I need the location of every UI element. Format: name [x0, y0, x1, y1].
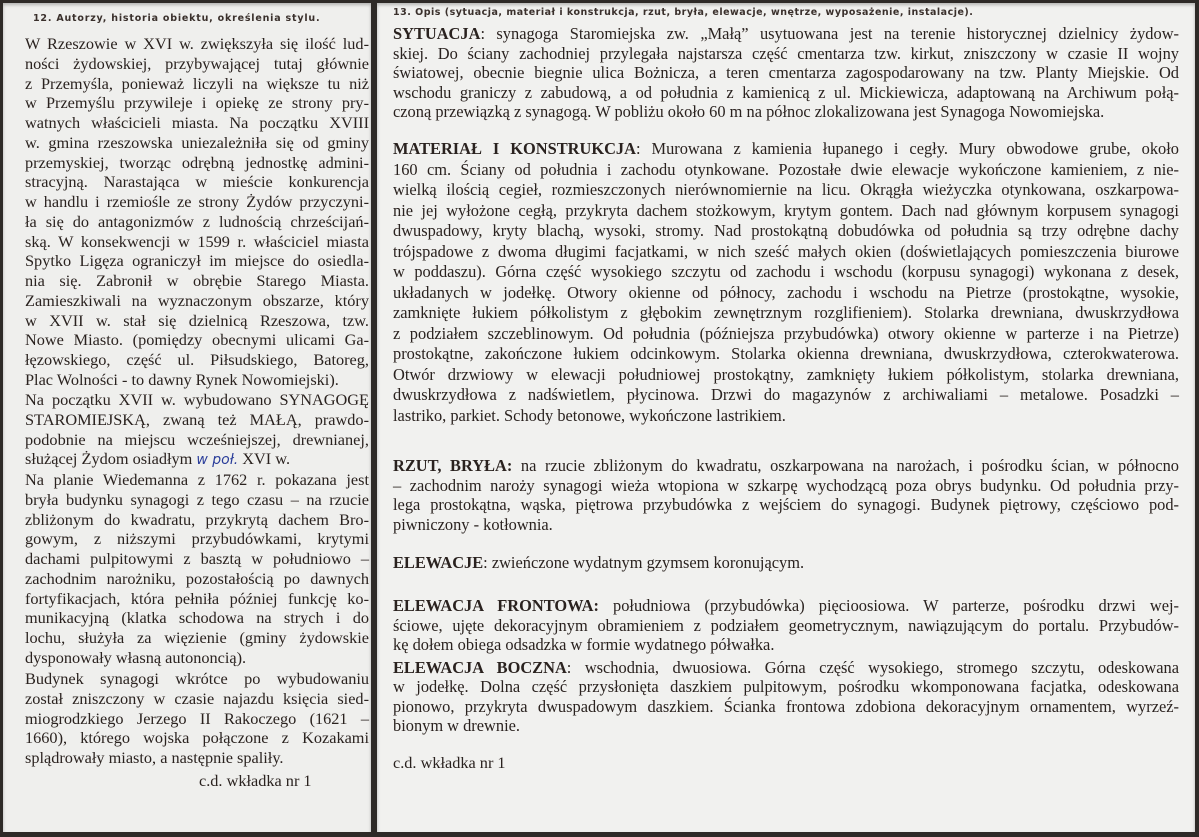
section-13-heading: 13. Opis (sytuacja, materiał i konstrukcja, rzut, bryła, elewacje, wnętrze, wyposażenie, instalacje). — [393, 7, 974, 18]
text-line — [393, 24, 1179, 44]
continued-note: c.d. wkładka nr 1 — [393, 753, 506, 772]
text-line — [393, 596, 1179, 616]
text-line: dwuskrzydłowa z nadświetlem, płycinowa. Drzwi do magazynów z archiwaliami – metalowe. Posadzki – — [393, 385, 1179, 404]
text-line: w poddaszu). Górna część wysokiego szczytu od zachodu i wschodu (korpusu synagogi) wykonana z desek, — [393, 262, 1179, 281]
text-line: 160 cm. Ściany od południa i zachodu otynkowane. Pozostałe dwie elewacje wykończone kamieniem, z nie- — [393, 159, 1179, 179]
text-line: miogrodzkiego Jerzego II Rakoczego (1621 – — [25, 708, 369, 728]
text-line: dachami pulpitowymi z basztą w południowo – — [25, 549, 369, 568]
text-line: ściowe, ujęte dekoracyjnym obramieniem z podziałem geometrycznym, nawiązującym do portalu. Przybudów- — [393, 615, 1179, 635]
text-line: stracyjną. Narastająca w mieście konkurencja — [25, 172, 369, 192]
text-line: ła się do antagonizmów z ludnością chrześcijań- — [25, 211, 369, 231]
text-line: munikacyjną (klatka schodowa na strych i do — [25, 608, 369, 628]
text-line: zachodnim narożniku, pozostałością po dawnych — [25, 568, 369, 588]
text-line: wielką ilością cegieł, rozmieszczonych nierównomiernie na licu. Okrągła wieżyczka otynkowana, oszkarpowa- — [393, 180, 1179, 199]
text-line: w jodełkę. Dolna część przysłonięta daszkiem pulpitowym, pośrodku wkomponowana facjatka, odeskowana — [393, 677, 1179, 697]
paragraph — [393, 553, 1179, 573]
text-line: – zachodnim naroży synagogi wieża wtopiona w szkarpę wychodzącą poza obrys budynku. Od południa przy- — [393, 475, 1179, 495]
text-line: fortyfikacjach, która pełniła później funkcję ko- — [25, 588, 369, 608]
text-line: Spytko Ligęza ograniczył im miejsce do osiedla- — [25, 251, 369, 271]
text-segment: na rzucie zbliżonym do kwadratu, oszkarpowana na narożach, i pośrodku ścian, w północno — [512, 456, 1179, 475]
text-line: dysponowały własną autononcią). — [25, 647, 247, 667]
text-line: w. gmina rzeszowska uniezależniła się od gminy — [25, 132, 369, 152]
text-line: Zamieszkiwali na wyznaczonym obszarze, który — [25, 290, 369, 310]
text-line: ności żydowskiej, przybywającej tutaj głównie — [25, 53, 369, 73]
text-line: został zniszczony w czasie najazdu księcia sied- — [25, 688, 369, 708]
text-line: ską. W konsekwencji w 1599 r. właściciel miasta — [25, 231, 369, 251]
paragraph — [25, 669, 369, 768]
text-line: W Rzeszowie w XVI w. zwiększyła się ilość lud- — [25, 34, 369, 53]
text-line: zamknięte łukiem półkolistym z głębokim zewnętrznym rozglifieniem). Stolarka drewniana, dwuskrzydłowa — [393, 303, 1179, 322]
text-line: 1660), którego wojska połączone z Kozakami — [25, 728, 369, 748]
text-segment: południowa (przybudówka) pięcioosiowa. W parterze, pośrodku drzwi wej- — [598, 596, 1179, 615]
text-line — [393, 658, 1179, 677]
text-line: STAROMIEJSKĄ, zwaną też MAŁĄ, prawdo- — [25, 409, 369, 429]
text-line: Na planie Wiedemanna z 1762 r. pokazana jest — [25, 470, 369, 489]
text-line: trójspadowe z dwoma długimi facjatkami, w nich sześć małych okien (doświetlających pomieszczenia biurowe — [393, 241, 1179, 261]
text-line: prostokątne, zakończone łukiem odcinkowym. Stolarka okienna drewniana, dwuskrzydłowa, czterokwaterowa. — [393, 344, 1179, 363]
text-line: podobnie na miejscu wcześniejszej, drewnianej, — [25, 429, 369, 449]
paragraph — [393, 658, 1179, 736]
text-line: wschodu graniczy z zabudową, a od południa z kamienicą z ul. Mickiewicza, adaptowaną na Archiwum połą- — [393, 82, 1179, 102]
text-line: Plac Wolności - to dawny Rynek Nowomiejski). — [25, 369, 339, 389]
text-line — [393, 456, 1179, 476]
text-line: watnych właścicieli miasta. Na początku XVIII — [25, 113, 369, 132]
text-segment: : synagoga Staromiejska zw. „Małą” usytuowana jest na terenie historycznej dzielnicy żydow- — [480, 24, 1179, 43]
continued-note: c.d. wkładka nr 1 — [199, 771, 312, 790]
text-line: zbliżonym do kwadratu, przykrytą dachem Bro- — [25, 509, 369, 529]
section-label: SYTUACJA — [393, 24, 481, 43]
section-label: ELEWACJE — [393, 553, 484, 572]
text-line: splądrowały miasto, a następnie spaliły. — [25, 748, 284, 767]
text-line: piwniczony - kotłownia. — [393, 514, 553, 534]
text-line: łęzowskiego, część ul. Piłsudskiego, Batoreg, — [25, 350, 369, 369]
text-line: dwuspadowy, kryty blachą, wysoki, stromy. Nad prostokątną dobudówka od południa są trzy odrębne dachy — [393, 221, 1179, 240]
text-line: światowej, obecnie biegnie ulica Bożnicza, a teren cmentarza zagospodarowany na tzw. Planty Miejskie. Od — [393, 63, 1179, 82]
section-12-heading: 12. Autorzy, historia obiektu, określenia stylu. — [33, 13, 321, 24]
text-line — [393, 139, 1179, 160]
paragraph — [393, 24, 1179, 122]
text-line: Budynek synagogi wkrótce po wybudowaniu — [25, 669, 369, 688]
paragraph — [25, 470, 369, 668]
text-segment: służącej Żydom osiadłym — [25, 449, 197, 469]
text-line: w XVII w. stał się dzielnicą Rzeszowa, tzw. — [25, 310, 369, 330]
handwritten-annotation: w poł. — [196, 452, 239, 469]
text-segment: : zwieńczone wydatnym gzymsem koronującym. — [483, 553, 805, 572]
text-line: nia się. Zabronił w obrębie Starego Miasta. — [25, 271, 369, 290]
text-line: pionowo, przykryta dwuspadowym daszkiem. Ścianka frontowa zdobiona dekoracyjnym ornamentem, wyrzeź- — [393, 696, 1179, 716]
text-line: z Przemyśla, ponieważ liczyli na większe tu niż — [25, 73, 369, 93]
paragraph — [393, 139, 1179, 426]
text-line: Na początku XVII w. wybudowano SYNAGOGĘ — [25, 390, 369, 409]
text-line: w Przemyślu przywileje i opiekę ze strony pry- — [25, 93, 369, 113]
text-line: lastriko, parkiet. Schody betonowe, wykończone lastrikiem. — [393, 405, 786, 425]
text-segment: XVI w. — [238, 449, 291, 469]
text-line: bionym w drewnie. — [393, 716, 521, 736]
text-line: gowym, z niższymi przybudówkami, krytymi — [25, 529, 369, 549]
paragraph — [393, 596, 1179, 655]
paragraph — [393, 456, 1179, 534]
text-line: nie jej wyłożone cegłą, przykryta dachem stożkowym, krytym gontem. Dach nad głównym korpusem synagogi — [393, 200, 1179, 220]
text-line: bryła budynku synagogi z tego czasu – na rzucie — [25, 489, 369, 509]
text-line: Nowe Miasto. (pomiędzy obecnymi ulicami Ga- — [25, 330, 369, 350]
section-label: ELEWACJA BOCZNA — [393, 658, 567, 677]
text-segment: : wschodnia, dwuosiowa. Górna część wysokiego, stromego szczytu, odeskowana — [566, 658, 1179, 677]
paragraph — [25, 34, 369, 390]
section-label: MATERIAŁ I KONSTRUKCJA — [393, 139, 636, 158]
text-line: Otwór drzwiowy w elewacji południowej prostokątny, zamknięty łukiem półkolistym, stolarka drewniana, — [393, 364, 1179, 384]
text-line: lega prostokątna, wąska, piętrowa przybudówka z wejściem do synagogi. Budynek piętrowy, częściowo pod- — [393, 495, 1179, 515]
text-line: z podziałem szczeblinowym. Od południa (późniejsza przybudówka) otwory okienne w parterze i na Pietrze) — [393, 323, 1179, 343]
text-line: czoną przewiązką z synagogą. W pobliżu około 60 m na północ zlokalizowana jest Synagoga Nowomiejska. — [393, 102, 1105, 121]
text-segment: : Murowana z kamienia łupanego i cegły. Mury obwodowe grube, około — [635, 139, 1179, 158]
right-column-description — [377, 3, 1195, 832]
text-line — [25, 449, 369, 471]
left-column-history — [3, 3, 371, 832]
text-line: kę dołem obiega odsadzka w formie wydatnego półwałka. — [393, 635, 775, 654]
text-line: w handlu i rzemiośle ze strony Żydów przyczyni- — [25, 192, 369, 211]
section-label: ELEWACJA FRONTOWA: — [393, 596, 599, 615]
text-line: skiej. Do ściany zachodniej przylegała najstarsza część cmentarza tzw. kirkut, zniszczony w czasie II wojny — [393, 43, 1179, 63]
text-line: lochu, służyła za więzienie (gminy żydowskie — [25, 628, 369, 647]
text-line: przemyskiej, tworząc odrębną jednostkę admini- — [25, 152, 369, 172]
text-line: układanych w jodełkę. Otwory okienne od północy, zachodu i wschodu na Pietrze (prostokątne, wysokie, — [393, 282, 1179, 302]
text-line — [393, 553, 1179, 573]
paragraph — [25, 390, 369, 471]
section-label: RZUT, BRYŁA: — [393, 456, 513, 475]
